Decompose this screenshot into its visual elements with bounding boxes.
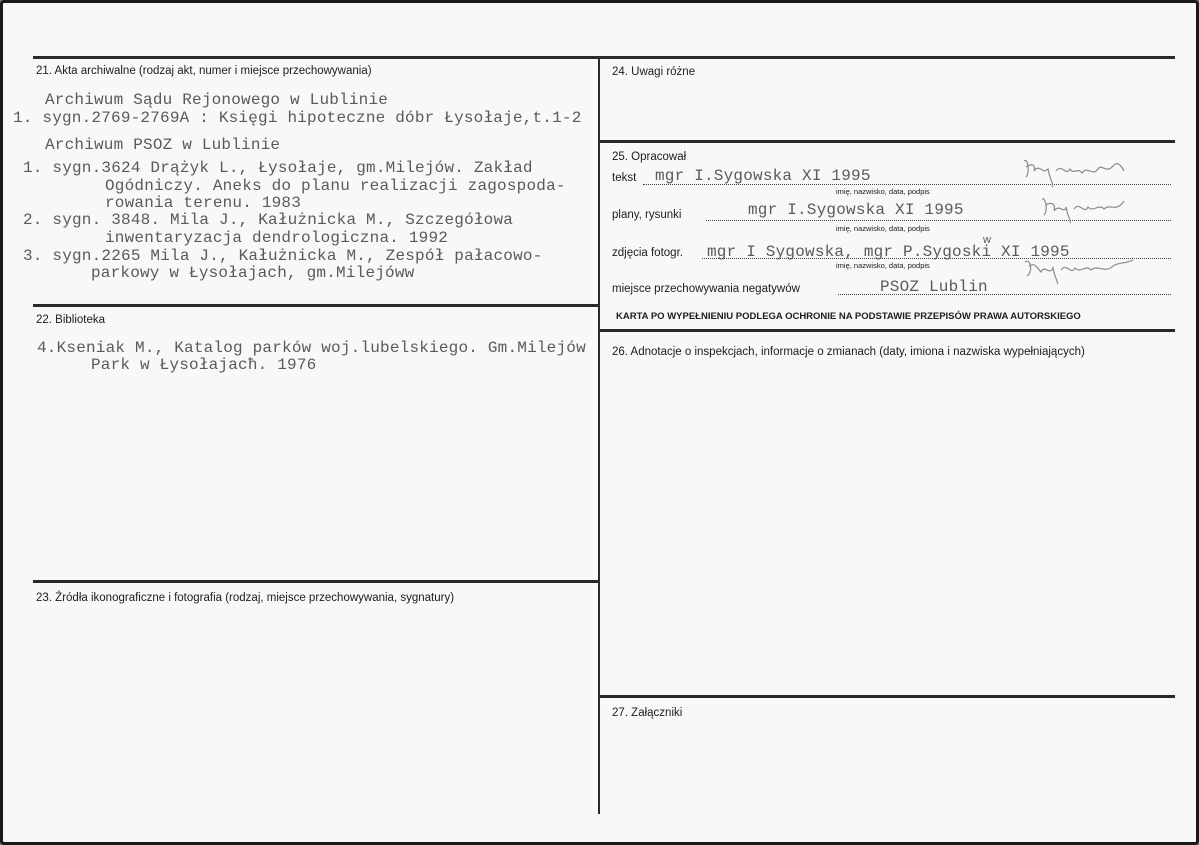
section-25-label: 25. Opracował [612, 151, 687, 163]
rule-21-22 [33, 304, 599, 307]
section-24-label: 24. Uwagi różne [612, 66, 696, 78]
zdjecia-value: mgr I Sygowska, mgr P.Sygoski XI 1995 [707, 243, 1070, 261]
tekst-sublabel: imię, nazwisko, data, podpis [836, 187, 930, 196]
plany-label: plany, rysunki [612, 209, 682, 221]
negatywy-value: PSOZ Lublin [880, 278, 988, 296]
section-27-label: 27. Załączniki [612, 707, 683, 719]
archive-line-3: Archiwum PSOZ w Lublinie [45, 136, 281, 154]
zdjecia-correction: w [983, 234, 991, 246]
signature-2 [1038, 193, 1128, 225]
rule-26-27 [599, 695, 1175, 698]
archive-line-1: Archiwum Sądu Rejonowego w Lublinie [45, 91, 389, 109]
archive-line-4: 1. sygn.3624 Drążyk L., Łysołaje, gm.Milejów. Zakład [23, 159, 533, 177]
library-line-2: Park w Łysołajacħ. 1976 [91, 356, 317, 374]
signature-1 [1018, 153, 1128, 189]
archive-line-5: Ogódniczy. Aneks do planu realizacji zagospoda- [105, 177, 566, 195]
rule-21-22-right [599, 329, 1175, 332]
archive-line-2: 1. sygn.2769-2769A : Księgi hipoteczne dóbr Łysołaje,t.1-2 [13, 109, 582, 127]
copyright-notice: KARTA PO WYPEŁNIENIU PODLEGA OCHRONIE NA PODSTAWIE PRZEPISÓW PRAWA AUTORSKIEGO [616, 311, 1081, 322]
negatywy-label: miejsce przechowywania negatywów [612, 283, 800, 295]
top-rule [33, 56, 1175, 59]
section-26-label: 26. Adnotacje o inspekcjach, informacje o zmianach (daty, imiona i nazwiska wypełniających) [612, 346, 1085, 358]
rule-22-23 [33, 580, 599, 583]
section-21-label: 21. Akta archiwalne (rodzaj akt, numer i miejsce przechowywania) [36, 65, 372, 77]
zdjecia-sublabel: imię, nazwisko, data, podpis [836, 261, 930, 270]
archive-line-9: 3. sygn.2265 Mila J., Kałużnicka M., Zespół pałacowo- [23, 247, 543, 265]
plany-value: mgr I.Sygowska XI 1995 [748, 201, 964, 219]
zdjecia-label: zdjęcia fotogr. [612, 247, 683, 259]
archive-line-7: 2. sygn. 3848. Mila J., Kałużnicka M., Szczegółowa [23, 211, 514, 229]
section-22-label: 22. Biblioteka [36, 314, 106, 326]
tekst-value: mgr I.Sygowska XI 1995 [655, 167, 871, 185]
plany-sublabel: imię, nazwisko, data, podpis [836, 224, 930, 233]
archive-line-6: rowania terenu. 1983 [105, 194, 302, 212]
library-line-1: 4.Kseniak M., Katalog parków woj.lubelskiego. Gm.Milejów [37, 339, 586, 357]
section-23-label: 23. Źródła ikonograficzne i fotografia (rodzaj, miejsce przechowywania, sygnatury) [36, 592, 455, 604]
rule-24-25 [599, 140, 1175, 143]
archive-line-8: inwentaryzacja dendrologiczna. 1992 [105, 229, 449, 247]
archive-line-10: parkowy w Łysołajach, gm.Milejóww [91, 264, 415, 282]
center-divider [598, 56, 600, 814]
signature-3 [1021, 256, 1136, 286]
tekst-label: tekst [612, 172, 637, 184]
